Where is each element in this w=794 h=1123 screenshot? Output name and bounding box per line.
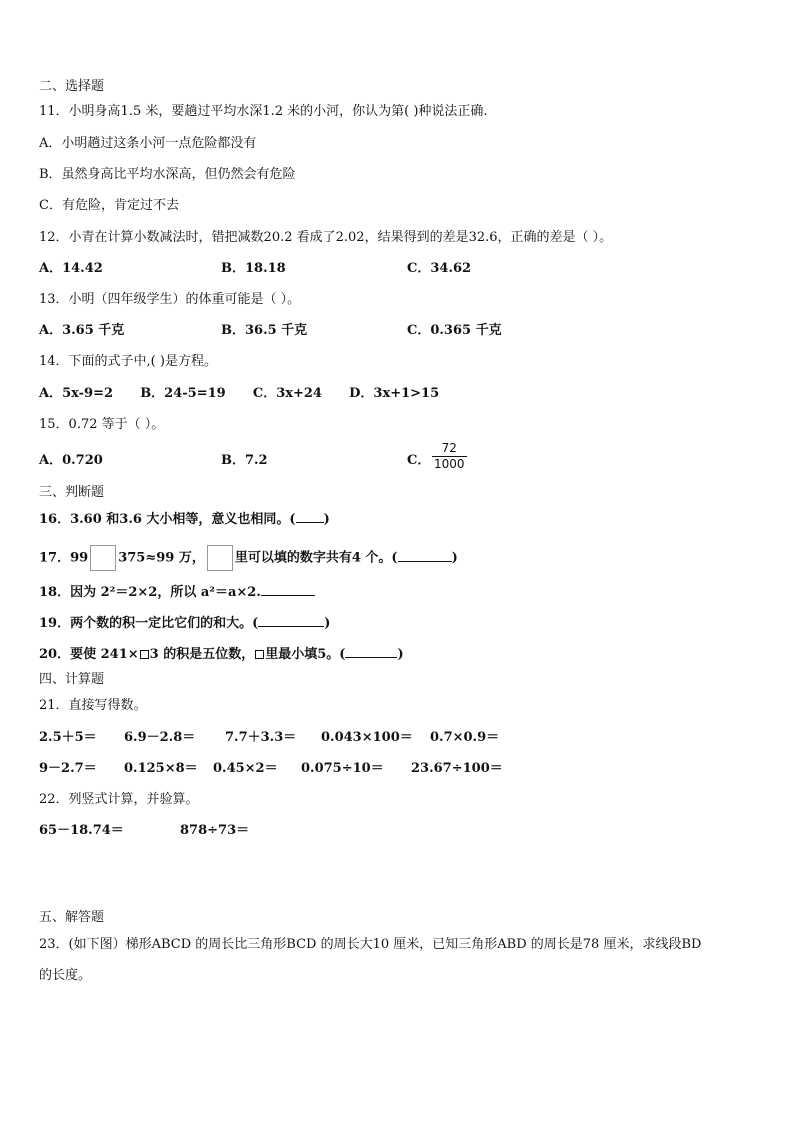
q15-option-b: B．7.2	[221, 453, 268, 468]
q20-text-b: 3 的积是五位数，	[149, 647, 255, 662]
q22-stem: 22．列竖式计算，并验算。	[39, 792, 199, 807]
section-heading-choice: 二、选择题	[39, 79, 105, 94]
q18-text: 18．因为 2²＝2×2，所以 a²＝a×2.	[39, 585, 261, 600]
q11-stem: 11．小明身高1.5 米，要趟过平均水深1.2 米的小河，你认为第( )种说法正确.	[39, 104, 488, 119]
calc-item: 0.075÷10＝	[301, 761, 384, 776]
q17-digit-box-ref	[207, 545, 233, 571]
q20-text-a: 20．要使 241×	[39, 647, 139, 662]
q16-text: 16．3.60 和3.6 大小相等，意义也相同。(	[39, 512, 296, 527]
q11-option-a: A．小明趟过这条小河一点危险都没有	[39, 136, 257, 151]
section-heading-judge: 三、判断题	[39, 485, 105, 500]
q19	[39, 614, 330, 632]
q19-answer-blank[interactable]	[258, 614, 324, 627]
fraction-denominator: 1000	[434, 457, 465, 471]
q17-text-a: 17．99	[39, 550, 89, 566]
q20-digit-square	[140, 650, 149, 659]
q13-stem: 13．小明（四年级学生）的体重可能是（ ）。	[39, 292, 301, 307]
q17-answer-blank[interactable]	[398, 549, 452, 562]
q23-line2: 的长度。	[39, 968, 92, 983]
calc-item: 0.7×0.9＝	[430, 730, 500, 745]
q13-option-b: B．36.5 千克	[221, 323, 308, 338]
calc-item: 7.7＋3.3＝	[225, 730, 297, 745]
calc-item: 23.67÷100＝	[411, 761, 503, 776]
q16-answer-blank[interactable]	[296, 510, 324, 523]
calc-item: 0.043×100＝	[321, 730, 413, 745]
q17-text-c: 里可以填的数字共有4 个。(	[234, 550, 398, 566]
calc-item: 2.5＋5＝	[39, 730, 97, 745]
calc-item: 9－2.7＝	[39, 761, 97, 776]
q12-stem: 12．小青在计算小数减法时，错把减数20.2 看成了2.02，结果得到的差是32.6，正确的差是（ ）。	[39, 230, 613, 245]
q20-close-paren: )	[397, 647, 404, 662]
q16-close-paren: )	[323, 512, 330, 527]
q23-line1: 23．(如下图）梯形ABCD 的周长比三角形BCD 的周长大10 厘米，已知三角形ABD 的周长是78 厘米，求线段BD	[39, 937, 702, 952]
section-heading-answer: 五、解答题	[39, 910, 105, 925]
q15-stem: 15．0.72 等于（ ）。	[39, 417, 165, 432]
q15-option-c: C．	[407, 453, 431, 468]
q17-text-b: 375≈99 万，	[118, 550, 205, 566]
vertical-calc-item: 65－18.74＝	[39, 823, 124, 838]
q15-fraction	[432, 441, 467, 472]
q17-close-paren: )	[451, 550, 458, 566]
q13-option-c: C．0.365 千克	[407, 323, 502, 338]
q21-stem: 21．直接写得数。	[39, 698, 147, 713]
q11-option-b: B．虽然身高比平均水深高，但仍然会有危险	[39, 167, 296, 182]
q16	[39, 510, 330, 528]
q14-stem: 14．下面的式子中,( )是方程。	[39, 354, 217, 369]
fraction-numerator: 72	[441, 441, 457, 455]
calc-item: 6.9－2.8＝	[124, 730, 196, 745]
q19-close-paren: )	[324, 616, 331, 631]
q12-option-b: B．18.18	[221, 261, 286, 276]
calc-item: 0.125×8＝	[124, 761, 198, 776]
q13-option-a: A．3.65 千克	[39, 323, 125, 338]
q17	[39, 545, 458, 571]
q20-answer-blank[interactable]	[345, 645, 397, 658]
vertical-calc-item: 878÷73＝	[180, 823, 250, 838]
q18	[39, 583, 315, 601]
q20-digit-square-ref	[255, 650, 264, 659]
q12-option-c: C．34.62	[407, 261, 472, 276]
calc-item: 0.45×2＝	[213, 761, 278, 776]
q20-text-c: 里最小填5。(	[265, 647, 346, 662]
q15-option-a: A．0.720	[39, 453, 103, 468]
q17-digit-box	[90, 545, 116, 571]
q11-option-c: C．有危险，肯定过不去	[39, 198, 179, 213]
section-heading-calc: 四、计算题	[39, 672, 105, 687]
q20	[39, 645, 404, 663]
q14-options: A．5x-9=2 B．24-5=19 C．3x+24 D．3x+1>15	[39, 386, 440, 401]
q19-text: 19．两个数的积一定比它们的和大。(	[39, 616, 259, 631]
q12-option-a: A．14.42	[39, 261, 103, 276]
q18-answer-blank[interactable]	[261, 583, 315, 596]
